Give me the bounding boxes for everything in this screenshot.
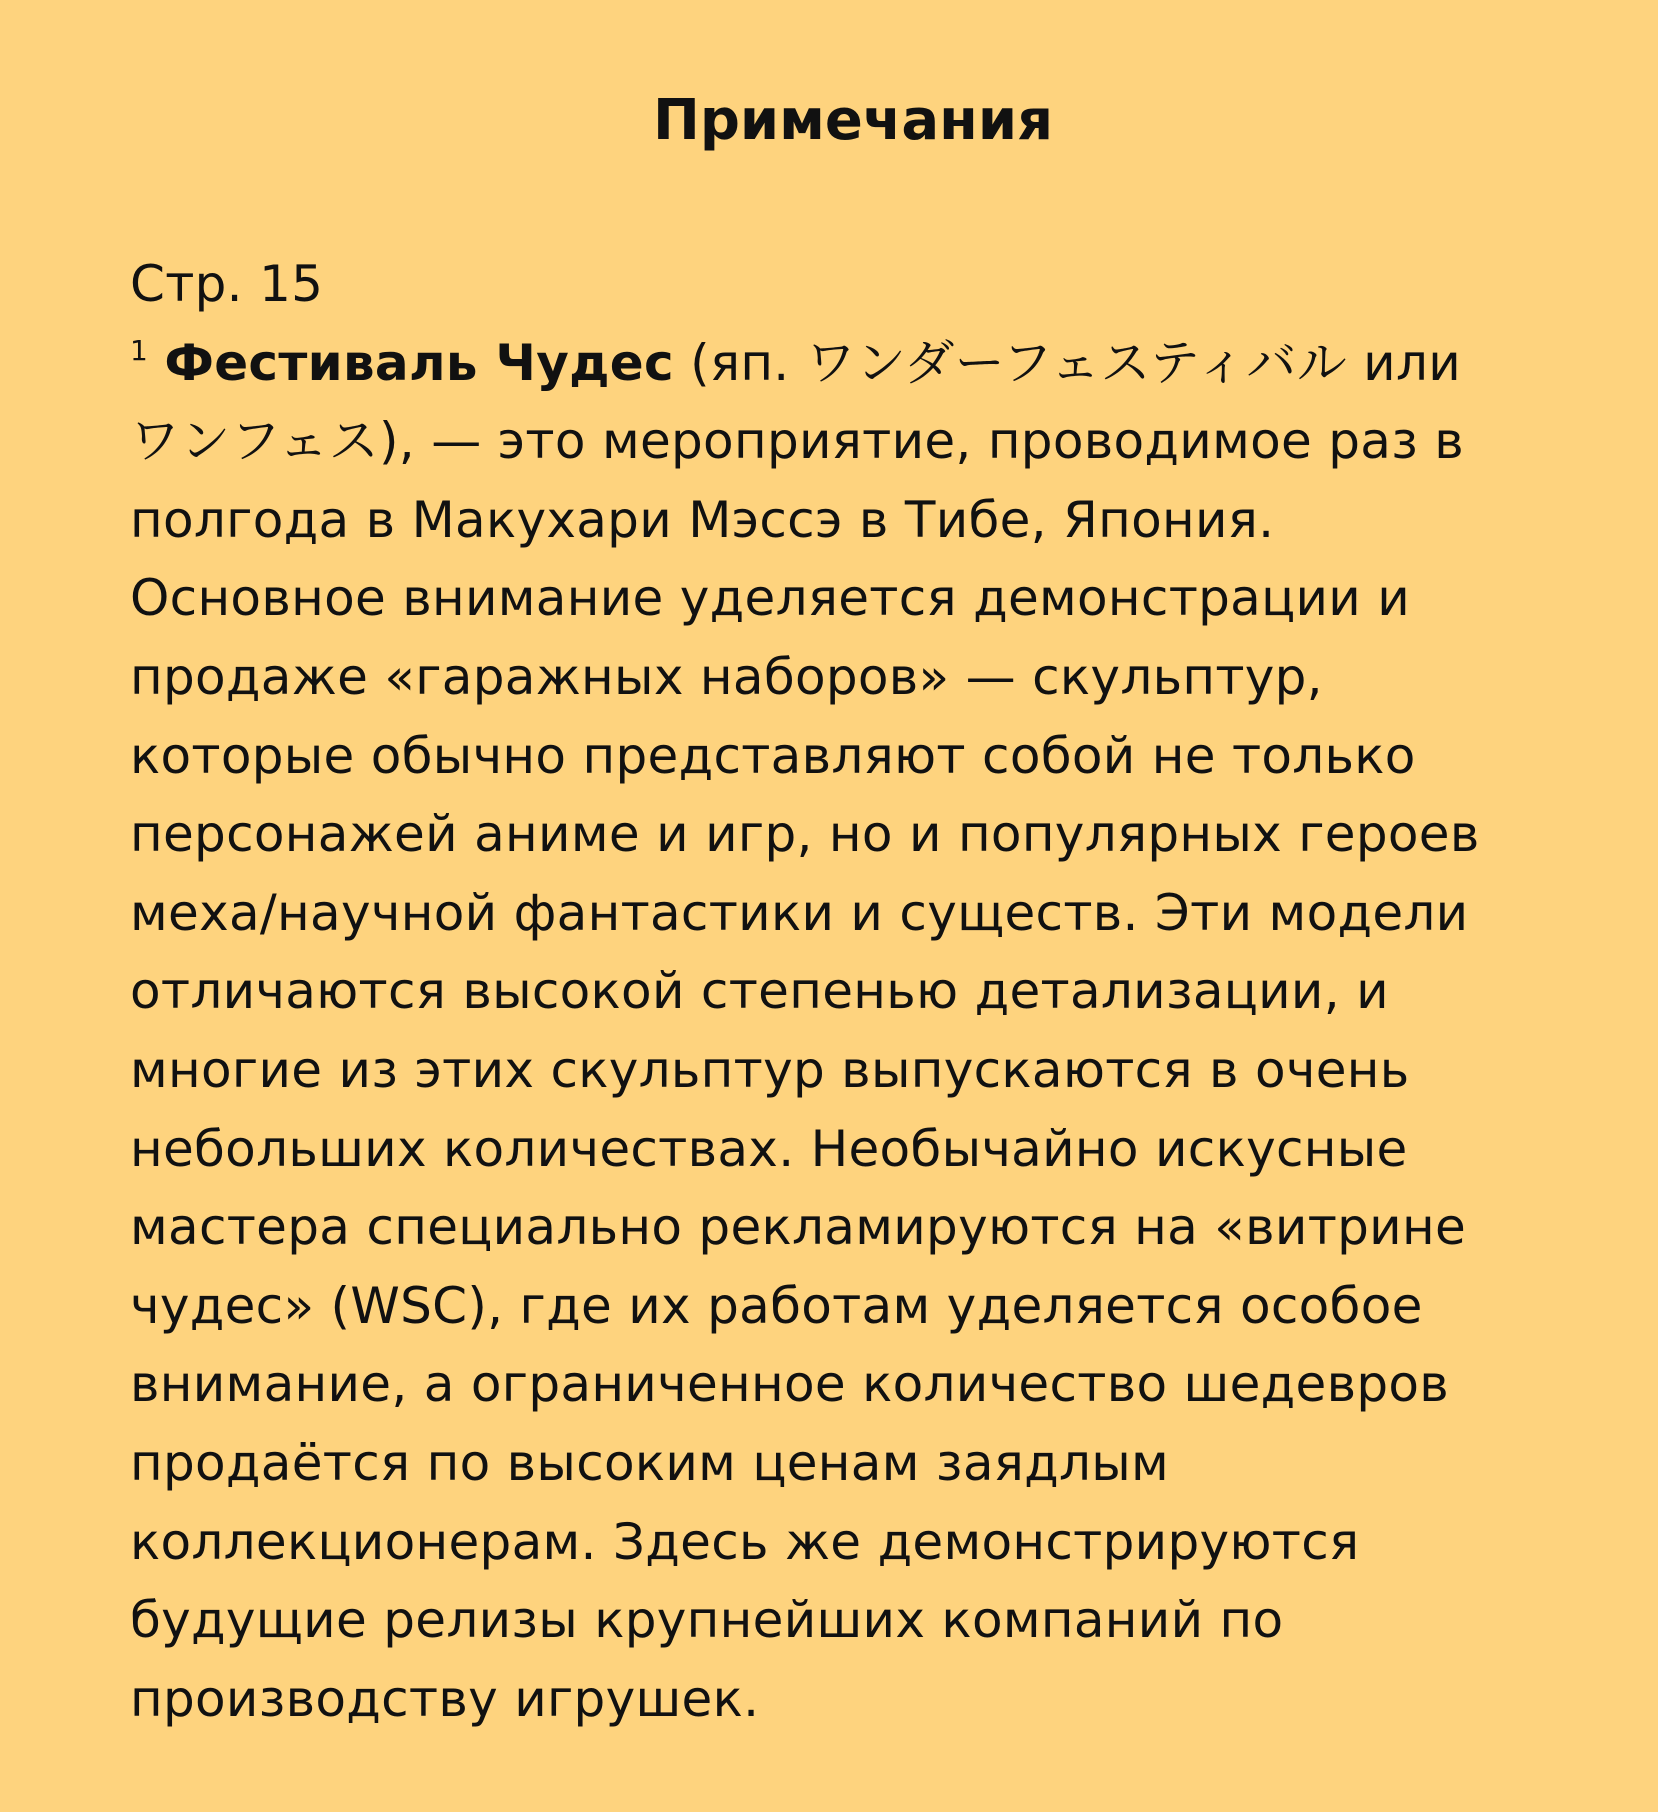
footnote-line: производству игрушек. — [130, 1669, 760, 1728]
footnote-line — [130, 324, 1580, 403]
page-reference: Стр. 15 — [130, 255, 324, 313]
footnote-line: полгода в Макухари Мэссэ в Тибе, Япония. — [130, 490, 1275, 549]
footnote-line: внимание, а ограниченное количество шедевров — [130, 1355, 1450, 1414]
footnote-marker: 1 — [130, 333, 149, 367]
footnote-line: коллекционерам. Здесь же демонстрируются — [130, 1512, 1360, 1571]
footnote-body — [130, 245, 1580, 1738]
footnote-line: персонажей аниме и игр, но и популярных героев — [130, 805, 1480, 864]
footnote-text: (яп. ワンダーフェスティバル или — [673, 333, 1462, 392]
footnote-line: небольших количествах. Необычайно искусные — [130, 1119, 1408, 1178]
footnote-line: чудес» (WSC), где их работам уделяется особое — [130, 1276, 1423, 1335]
footnote-line: ワンフェス), — это мероприятие, проводимое раз в — [130, 412, 1465, 471]
footnote-line: меха/научной фантастики и существ. Эти модели — [130, 883, 1469, 942]
footnote-line: отличаются высокой степенью детализации, и — [130, 962, 1389, 1021]
footnote-line: многие из этих скульптур выпускаются в очень — [130, 1040, 1410, 1099]
footnote-line: будущие релизы крупнейших компаний по — [130, 1591, 1284, 1650]
page-title: Примечания — [652, 88, 1054, 153]
footnote-line: продаётся по высоким ценам заядлым — [130, 1433, 1170, 1492]
footnote-term: Фестиваль Чудес — [164, 333, 674, 392]
footnote-line: продаже «гаражных наборов» — скульптур, — [130, 647, 1323, 706]
footnote-line: Основное внимание уделяется демонстрации и — [130, 569, 1411, 628]
footnote-line: которые обычно представляют собой не только — [130, 726, 1416, 785]
footnote-line: мастера специально рекламируются на «витрине — [130, 1198, 1467, 1257]
